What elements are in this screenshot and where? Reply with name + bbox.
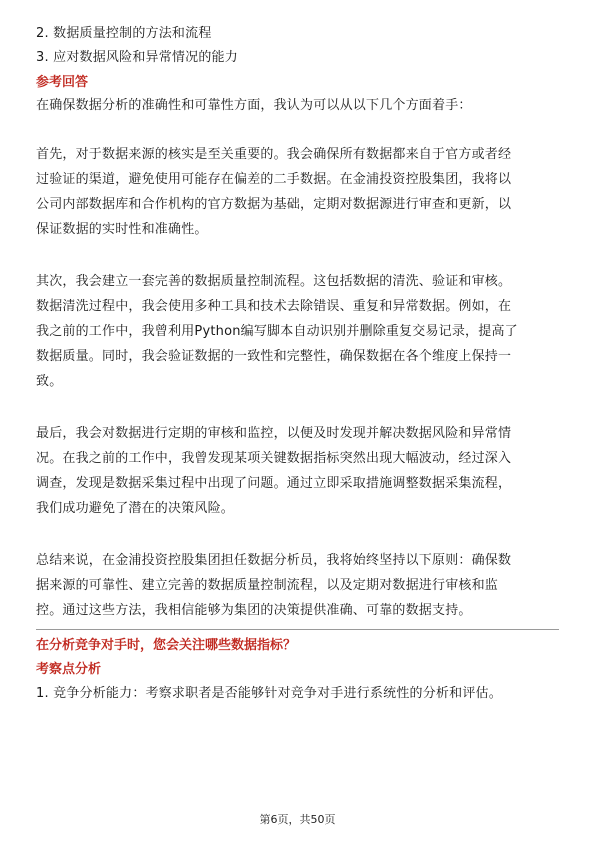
paragraph-line: 首先，对于数据来源的核实是至关重要的。我会确保所有数据都来自于官方或者经 [36, 147, 512, 162]
page-number-footer: 第6页，共50页 [259, 813, 336, 826]
paragraph-spacer [36, 394, 559, 421]
paragraph-line: 过验证的渠道，避免使用可能存在偏差的二手数据。在金浦投资控股集团，我将以 [36, 172, 512, 187]
answer-intro: 在确保数据分析的准确性和可靠性方面，我认为可以从以下几个方面着手： [36, 98, 472, 113]
paragraph-line: 控。通过这些方法，我相信能够为集团的决策提供准确、可靠的数据支持。 [36, 603, 472, 618]
question-heading: 在分析竞争对手时，您会关注哪些数据指标？ [36, 638, 297, 653]
answer-paragraph-4 [36, 548, 559, 623]
paragraph-line: 数据质量。同时，我会验证数据的一致性和完整性，确保数据在各个维度上保持一 [36, 349, 512, 364]
answer-paragraph-1 [36, 142, 559, 242]
answer-paragraph-2 [36, 269, 559, 394]
section-divider [36, 629, 559, 630]
paragraph-spacer [36, 521, 559, 548]
paragraph-line: 公司内部数据库和合作机构的官方数据为基础，定期对数据源进行审查和更新，以 [36, 197, 512, 212]
paragraph-spacer [36, 242, 559, 269]
paragraph-line: 调查，发现是数据采集过程中出现了问题。通过立即采取措施调整数据采集流程， [36, 476, 512, 491]
paragraph-line: 据来源的可靠性、建立完善的数据质量控制流程，以及定期对数据进行审核和监 [36, 578, 499, 593]
paragraph-line: 最后，我会对数据进行定期的审核和监控，以便及时发现并解决数据风险和异常情 [36, 426, 512, 441]
paragraph-line: 况。在我之前的工作中，我曾发现某项关键数据指标突然出现大幅波动，经过深入 [36, 451, 512, 466]
answer-paragraph-3 [36, 421, 559, 521]
paragraph-line: 我之前的工作中，我曾利用Python编写脚本自动识别并删除重复交易记录，提高了 [36, 324, 518, 339]
analysis-heading: 考察点分析 [36, 662, 102, 677]
paragraph-line: 保证数据的实时性和准确性。 [36, 222, 208, 237]
analysis-item: 1. 竞争分析能力：考察求职者是否能够针对竞争对手进行系统性的分析和评估。 [36, 686, 502, 701]
page-content [36, 22, 559, 706]
paragraph-line: 数据清洗过程中，我会使用多种工具和技术去除错误、重复和异常数据。例如，在 [36, 299, 512, 314]
paragraph-line: 致。 [36, 374, 63, 389]
list-item: 3. 应对数据风险和异常情况的能力 [36, 50, 238, 65]
paragraph-line: 我们成功避免了潜在的决策风险。 [36, 501, 235, 516]
paragraph-line: 总结来说，在金浦投资控股集团担任数据分析员，我将始终坚持以下原则：确保数 [36, 553, 512, 568]
paragraph-line: 其次，我会建立一套完善的数据质量控制流程。这包括数据的清洗、验证和审核。 [36, 274, 512, 289]
answer-heading: 参考回答 [36, 75, 89, 90]
list-item: 2. 数据质量控制的方法和流程 [36, 26, 212, 41]
paragraph-spacer [36, 118, 559, 142]
